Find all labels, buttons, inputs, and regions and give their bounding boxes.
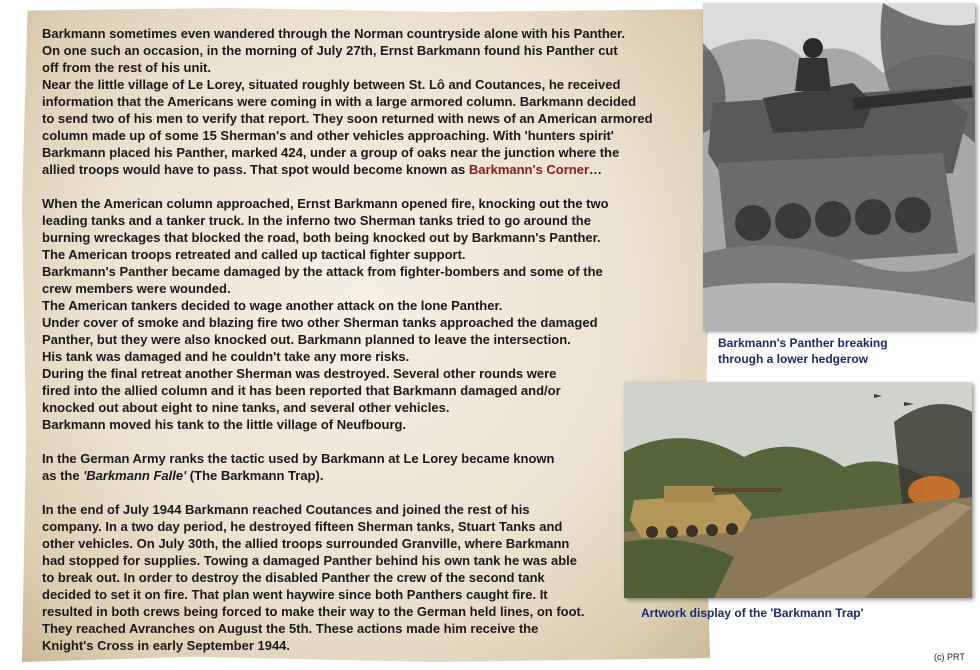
text-line: to break out. In order to destroy the disabled Panther the crew of the second tank (42, 570, 545, 585)
copyright-notice: (c) PRT (934, 652, 965, 662)
photo-caption-line: Barkmann's Panther breaking (718, 336, 888, 350)
text-line: knocked out about eight to nine tanks, and several other vehicles. (42, 400, 450, 415)
barkmann-falle-term: 'Barkmann Falle' (83, 468, 187, 483)
painting-caption: Artwork display of the 'Barkmann Trap' (641, 606, 864, 620)
text-line: had stopped for supplies. Towing a damaged Panther behind his own tank he was able (42, 553, 577, 568)
text-line: Barkmann's Panther became damaged by the attack from fighter-bombers and some of the (42, 264, 603, 279)
text-line: Near the little village of Le Lorey, situated roughly between St. Lô and Coutances, he received (42, 77, 621, 92)
text-line: off from the rest of his unit. (42, 60, 211, 75)
text-line: crew members were wounded. (42, 281, 231, 296)
text-line: fired into the allied column and it has been reported that Barkmann damaged and/or (42, 383, 561, 398)
text-line: decided to set it on fire. That plan went haywire since both Panthers caught fire. It (42, 587, 548, 602)
text-line (42, 161, 702, 178)
text-line: Barkmann moved his tank to the little village of Neufbourg. (42, 417, 407, 432)
text-line: When the American column approached, Ernst Barkmann opened fire, knocking out the two (42, 196, 609, 211)
text-line: column made up of some 15 Sherman's and other vehicles approaching. With 'hunters spirit' (42, 128, 614, 143)
text-line: On one such an occasion, in the morning of July 27th, Ernst Barkmann found his Panther cut (42, 43, 618, 58)
text-line: to send two of his men to verify that report. They soon returned with news of an American armored (42, 111, 653, 126)
text-line: burning wreckages that blocked the road, both being knocked out by Barkmann's Panther. (42, 230, 601, 245)
text-line: resulted in both crews being forced to make their way to the German held lines, on foot. (42, 604, 585, 619)
text-fragment: allied troops would have to pass. That spot would become known as (42, 162, 469, 177)
text-line: leading tanks and a tanker truck. In the inferno two Sherman tanks tried to go around the (42, 213, 591, 228)
text-line: In the end of July 1944 Barkmann reached Coutances and joined the rest of his (42, 502, 530, 517)
text-line: The American troops retreated and called up tactical fighter support. (42, 247, 466, 262)
barkmann-trap-painting (624, 382, 972, 598)
text-line: Barkmann placed his Panther, marked 424, under a group of oaks near the junction where the (42, 145, 620, 160)
text-line (42, 467, 702, 484)
panther-hedgerow-photo (703, 3, 975, 330)
article-text (42, 25, 702, 654)
text-line: company. In a two day period, he destroyed fifteen Sherman tanks, Stuart Tanks and (42, 519, 563, 534)
text-line: other vehicles. On July 30th, the allied troops surrounded Granville, where Barkmann (42, 536, 570, 551)
text-line: Knight's Cross in early September 1944. (42, 638, 291, 653)
text-line: During the final retreat another Sherman was destroyed. Several other rounds were (42, 366, 557, 381)
text-line: His tank was damaged and he couldn't take any more risks. (42, 349, 410, 364)
barkmanns-corner-highlight: Barkmann's Corner (468, 162, 590, 177)
text-line: They reached Avranches on August the 5th. These actions made him receive the (42, 621, 539, 636)
text-line: Panther, but they were also knocked out. Barkmann planned to leave the intersection. (42, 332, 571, 347)
text-line: Under cover of smoke and blazing fire two other Sherman tanks approached the damaged (42, 315, 598, 330)
painting-illustration (624, 382, 972, 598)
text-line: information that the Americans were coming in with a large armored column. Barkmann decided (42, 94, 637, 109)
text-fragment: (The Barkmann Trap). (186, 468, 324, 483)
photo-caption-line: through a lower hedgerow (718, 352, 869, 366)
panther-photo-illustration (703, 3, 975, 330)
text-line: The American tankers decided to wage another attack on the lone Panther. (42, 298, 503, 313)
text-line: In the German Army ranks the tactic used by Barkmann at Le Lorey became known (42, 451, 555, 466)
text-fragment: … (589, 162, 603, 177)
text-line: Barkmann sometimes even wandered through the Norman countryside alone with his Panther. (42, 26, 625, 41)
photo-caption (718, 335, 888, 367)
text-fragment: as the (42, 468, 84, 483)
